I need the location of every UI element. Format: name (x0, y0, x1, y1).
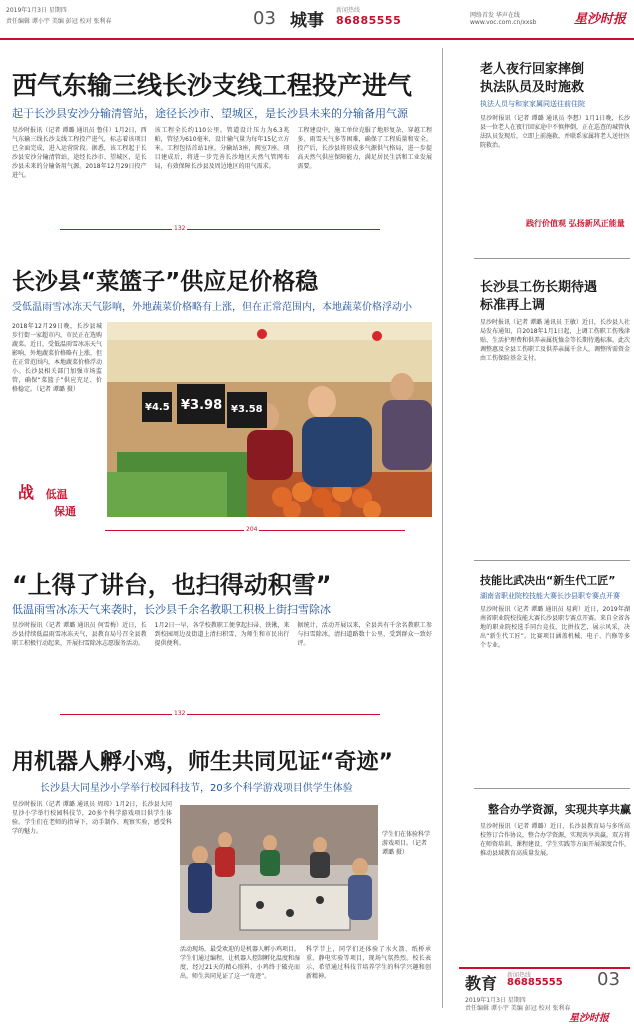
badge-line1: 战 (18, 483, 35, 502)
footer-hotline-label: 新闻热线 (507, 972, 532, 979)
footer-editor-line: 责任编辑 谭小宇 美编 彭冠 校对 张利春 (465, 1005, 571, 1012)
right4-title: 整合办学资源，实现共享共赢 (488, 803, 631, 816)
article1-divider (60, 229, 380, 230)
right1-body: 星沙时报讯（记者 谭璐 通讯员 李想）1月1日晚，长沙县一位老人在夜行回家途中不慎摔倒，正在巡查的城管执法队员发现后，立即上前施救，并联系家属将老人送往医院救治。 (480, 115, 630, 149)
article1-col3: 工程建设中，施工单位克服了地形复杂、穿越工程多、雨雪天气多等困难，确保了工程质量和安全。投产后，长沙县将形成多气源供气格局，进一步提高天然气供应保障能力，满足居民生活和工业发展需要。 (297, 127, 432, 170)
article1-subtitle: 起于长沙县安沙分输清管站，途径长沙市、望城区，是长沙县未来的分输备用气源 (12, 107, 408, 120)
column-separator (442, 48, 443, 1008)
right-meta-1: 网络首发 华声在线 (470, 12, 520, 19)
section-name: 城事 (290, 11, 324, 31)
article1-marker: 132 (174, 225, 186, 232)
article1-col1: 星沙时报讯（记者 谭璐 通讯员 鲁佳）1月2日，西气东输三线长沙支线工程投产进气，标志着该项目已全面完成，进入运营阶段。据悉，该工程起于长沙县安沙分输清管站，途经长沙市、望城区，是长沙县未来的分输备用气源。2018年12月29日投产进气。 (12, 127, 147, 179)
article4-col3: 科学节上，同学们还体验了水火箭、纸桥承重、静电实验等项目，现场气氛热烈。校长表示，希望通过科技节培养学生的科学兴趣和创新精神。 (306, 946, 431, 980)
price-tag-1: ¥4.5 (145, 402, 170, 413)
article3-subtitle: 低温雨雪冰冻天气来袭时，长沙县千余名教职工积极上街扫雪除冰 (12, 603, 331, 616)
article4-col1: 星沙时报讯（记者 谭璐 通讯员 周琼）1月2日，长沙县大同星沙小学举行校园科技节，20多个科学游戏项目供学生体验。学生们在老师的指导下，动手制作、观察实验，感受科学的魅力。 (12, 801, 172, 835)
hotline-label: 新闻热线 (336, 7, 361, 14)
badge-line3: 保通 (54, 505, 76, 518)
robot-photo-illustration (180, 805, 378, 940)
page-header (0, 0, 634, 40)
article3-col2: 1月2日一早，各学校教职工便拿起扫帚、铁锹，来到校园周边及街道上清扫积雪，为师生和市民出行提供便利。 (154, 622, 290, 647)
value-stamp: 践行价值观 弘扬新风正能量 (526, 219, 625, 228)
page-footer (459, 967, 630, 1023)
right3-title: 技能比武决出“新生代工匠” (480, 574, 616, 587)
right3-subtitle: 湖南省职业院校技能大赛长沙县职专赛点开赛 (480, 592, 620, 600)
article4-subtitle: 长沙县大同星沙小学举行校园科技节，20多个科学游戏项目供学生体验 (40, 783, 353, 794)
right2-title-line2: 标准再上调 (480, 298, 546, 313)
robot-photo (180, 805, 378, 940)
right2-title-line1: 长沙县工伤长期待遇 (480, 280, 598, 295)
price-tag-3: ¥3.58 (231, 404, 263, 415)
footer-brand-logo: 星沙时报 (569, 1013, 609, 1024)
article1-title: 西气东输三线长沙支线工程投产进气 (12, 71, 413, 100)
market-photo (107, 322, 432, 517)
article4-photo-caption: 学生们在体验科学游戏项目。（记者 谭璐 摄） (382, 831, 431, 856)
price-tag-2: ¥3.98 (181, 398, 223, 413)
article4-title: 用机器人孵小鸡，师生共同见证“奇迹” (12, 750, 393, 775)
badge-line2: 低温 (45, 488, 68, 501)
article1-body (12, 126, 432, 224)
right4-body: 星沙时报讯（记者 谭璐）近日，长沙县教育局与多所高校签订合作协议，整合办学资源，实现共享共赢。双方将在师资培训、课程建设、学生实践等方面开展深度合作，推动县域教育高质量发展。 (480, 823, 630, 857)
section-number: 03 (253, 8, 276, 29)
article2-marker: 204 (246, 526, 258, 533)
footer-date-line: 2019年1月3日 星期四 (465, 997, 526, 1004)
article3-divider (60, 714, 380, 715)
article3-col3: 据统计，活动开展以来，全县共有千余名教职工参与扫雪除冰，清扫道路数十公里，受到群众一致好评。 (297, 622, 432, 647)
campaign-badge (18, 480, 98, 518)
footer-section-name: 教育 (465, 974, 498, 993)
right2-divider (474, 560, 630, 561)
article3-body (12, 621, 432, 707)
article2-title: 长沙县“菜篮子”供应足价格稳 (12, 269, 319, 295)
article3-marker: 132 (174, 710, 186, 717)
article1-col2: 该工程全长约110公里，管道设计压力为6.3兆帕，管径为610毫米，设计输气量为每年15亿立方米。工程包括首站1座，分输站3座，阀室7座。项目建成后，将进一步完善长沙地区天然气管网布局，有效保障长沙县及周边地区的用气需求。 (154, 127, 290, 170)
right1-title-line1: 老人夜行回家摔倒 (480, 62, 585, 77)
footer-section-number: 03 (597, 969, 620, 990)
article2-left-text: 2018年12月29日晚，长沙县城步行街一家超市内，市民正在选购蔬菜。近日，受低温雨雪冰冻天气影响，外地蔬菜价格略有上涨，但在正常范围内，本地蔬菜价格浮动小。长沙县相关部门加强市场监管，确保“菜篮子”供应充足、价格稳定。（记者 谭璐 摄） (12, 323, 102, 393)
right2-body: 星沙时报讯（记者 谭璐 通讯员 王敏）近日，长沙县人社局发布通知，自2018年1月1日起，上调工伤职工伤残津贴、生活护理费和供养亲属抚恤金等长期待遇标准。此次调整惠及全县工伤职工及供养亲属千余人，调整所需资金由工伤保险基金支付。 (480, 319, 630, 362)
right3-divider (474, 788, 630, 789)
article2-subtitle: 受低温雨雪冰冻天气影响，外地蔬菜价格略有上涨，但在正常范围内，本地蔬菜价格浮动小 (12, 302, 412, 313)
right1-subtitle: 执法人员与和家家属同送往前住院 (480, 100, 585, 108)
footer-hotline: 86885555 (507, 977, 563, 988)
date-line: 2019年1月3日 星期四 (6, 7, 67, 14)
article3-title: “上得了讲台，也扫得动积雪” (12, 571, 332, 599)
market-photo-illustration (107, 322, 432, 517)
article3-col1: 星沙时报讯（记者 谭璐 通讯员 何雪梅）近日，长沙县持续低温雨雪冰冻天气，县教育局号召全县教职工积极行动起来，开展扫雪除冰志愿服务活动。 (12, 622, 147, 647)
hotline-number: 86885555 (336, 14, 402, 27)
article4-col2: 活动现场，最受欢迎的是机器人孵小鸡项目。学生们通过编程，让机器人控制孵化温度和湿度，经过21天的精心照料，小鸡终于破壳而出，师生共同见证了这一“奇迹”。 (180, 946, 300, 980)
right3-body: 星沙时报讯（记者 谭璐 通讯员 易莉）近日，2019年湖南省职业院校技能大赛长沙县职专赛点开赛。来自全省各地的职业院校选手同台竞技，比拼技艺，展示风采，决出“新生代工匠”。比赛项目涵盖机械、电子、汽修等多个专业。 (480, 606, 630, 649)
editor-line: 责任编辑 谭小宇 美编 彭冠 校对 张利春 (6, 18, 112, 25)
brand-logo: 星沙时报 (574, 12, 627, 27)
right1-divider (474, 258, 630, 259)
right1-title-line2: 执法队员及时施救 (480, 80, 585, 95)
right-meta-2: www.voc.com.cn/xxsb (470, 19, 537, 26)
